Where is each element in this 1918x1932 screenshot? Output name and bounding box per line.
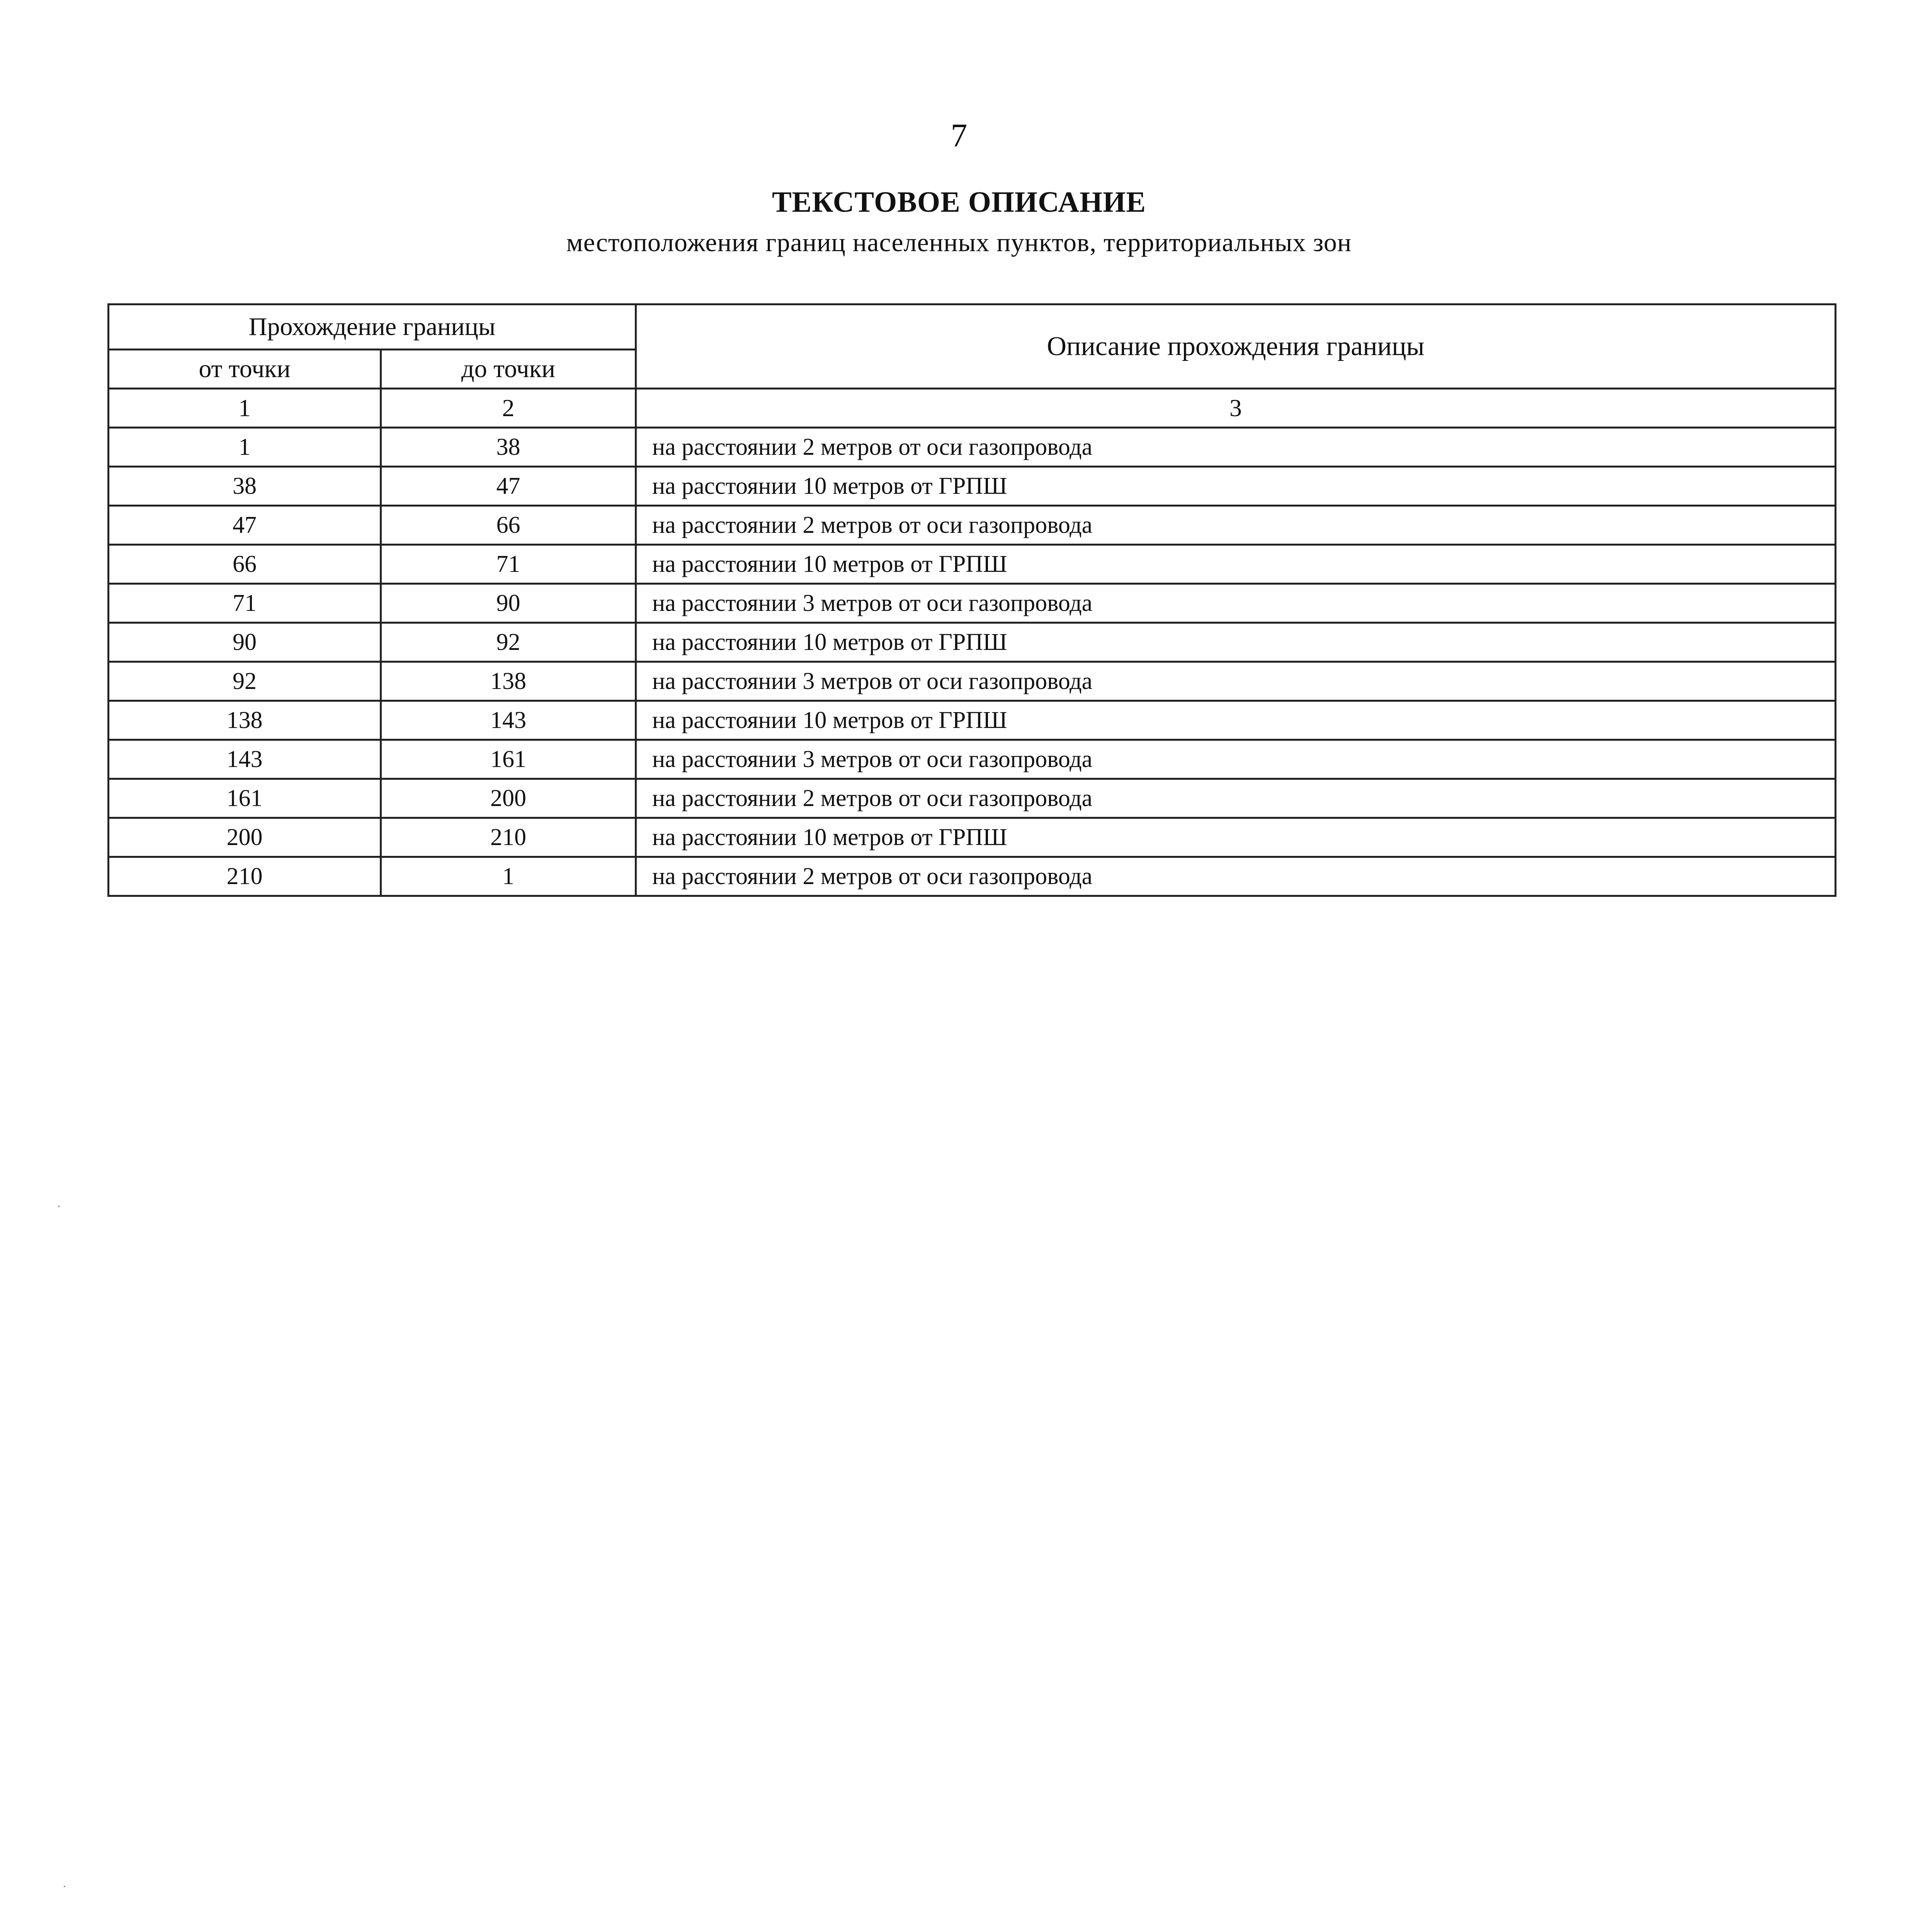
scan-speck <box>58 1206 60 1207</box>
cell-to-point: 90 <box>381 584 636 623</box>
table-row <box>109 701 1836 740</box>
cell-from-point: 161 <box>109 779 381 818</box>
column-number: 1 <box>109 389 381 428</box>
table-row <box>109 623 1836 662</box>
header-row-group <box>109 304 1836 350</box>
cell-from-point: 1 <box>109 428 381 467</box>
scan-speck <box>64 1886 65 1887</box>
cell-from-point: 210 <box>109 857 381 896</box>
cell-description: на расстоянии 10 метров от ГРПШ <box>636 623 1836 662</box>
cell-to-point: 138 <box>381 662 636 701</box>
cell-from-point: 200 <box>109 818 381 857</box>
table-row <box>109 584 1836 623</box>
cell-from-point: 71 <box>109 584 381 623</box>
table-row <box>109 662 1836 701</box>
cell-description: на расстоянии 2 метров от оси газопровода <box>636 506 1836 545</box>
cell-description: на расстоянии 10 метров от ГРПШ <box>636 545 1836 584</box>
document-subtitle: местоположения границ населенных пунктов, территориальных зон <box>566 228 1352 257</box>
column-number: 2 <box>381 389 636 428</box>
cell-description: на расстоянии 10 метров от ГРПШ <box>636 467 1836 506</box>
cell-description: на расстоянии 3 метров от оси газопровода <box>636 584 1836 623</box>
cell-to-point: 47 <box>381 467 636 506</box>
cell-description: на расстоянии 10 метров от ГРПШ <box>636 701 1836 740</box>
cell-from-point: 92 <box>109 662 381 701</box>
header-boundary-passage: Прохождение границы <box>109 304 636 350</box>
boundary-description-table <box>107 303 1836 897</box>
cell-to-point: 71 <box>381 545 636 584</box>
table-row <box>109 428 1836 467</box>
cell-from-point: 38 <box>109 467 381 506</box>
table-row <box>109 467 1836 506</box>
page-number: 7 <box>950 117 968 154</box>
cell-to-point: 210 <box>381 818 636 857</box>
cell-from-point: 66 <box>109 545 381 584</box>
cell-from-point: 143 <box>109 740 381 779</box>
document-title: ТЕКСТОВОЕ ОПИСАНИЕ <box>772 186 1146 218</box>
cell-to-point: 1 <box>381 857 636 896</box>
cell-from-point: 138 <box>109 701 381 740</box>
cell-from-point: 47 <box>109 506 381 545</box>
cell-to-point: 161 <box>381 740 636 779</box>
table-row <box>109 779 1836 818</box>
cell-from-point: 90 <box>109 623 381 662</box>
table-row <box>109 506 1836 545</box>
table-body <box>109 428 1836 896</box>
column-number: 3 <box>636 389 1836 428</box>
cell-description: на расстоянии 2 метров от оси газопровода <box>636 779 1836 818</box>
header-to-point: до точки <box>381 350 636 389</box>
table-row <box>109 818 1836 857</box>
header-description: Описание прохождения границы <box>636 304 1836 389</box>
cell-to-point: 92 <box>381 623 636 662</box>
table-row <box>109 545 1836 584</box>
cell-description: на расстоянии 3 метров от оси газопровода <box>636 740 1836 779</box>
table-header <box>109 304 1836 428</box>
cell-to-point: 66 <box>381 506 636 545</box>
table-row <box>109 857 1836 896</box>
table-row <box>109 740 1836 779</box>
cell-description: на расстоянии 10 метров от ГРПШ <box>636 818 1836 857</box>
cell-description: на расстоянии 3 метров от оси газопровода <box>636 662 1836 701</box>
cell-description: на расстоянии 2 метров от оси газопровода <box>636 857 1836 896</box>
cell-description: на расстоянии 2 метров от оси газопровода <box>636 428 1836 467</box>
header-from-point: от точки <box>109 350 381 389</box>
cell-to-point: 143 <box>381 701 636 740</box>
column-number-row <box>109 389 1836 428</box>
cell-to-point: 200 <box>381 779 636 818</box>
cell-to-point: 38 <box>381 428 636 467</box>
